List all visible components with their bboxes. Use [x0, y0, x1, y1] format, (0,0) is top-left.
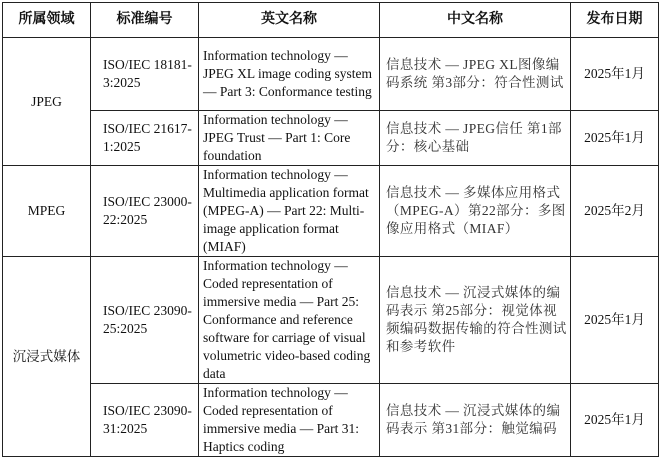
date-cell: 2025年1月: [571, 257, 659, 384]
header-date: 发布日期: [571, 3, 659, 38]
zh-name-cell: 信息技术 — 沉浸式媒体的编码表示 第25部分：视觉体视频编码数据传输的符合性测试和参考软件: [380, 257, 571, 384]
en-name-cell: Information technology — Coded representation of immersive media — Part 31: Haptics coding: [199, 384, 380, 457]
std-no-cell: ISO/IEC 23090-25:2025: [91, 257, 199, 384]
date-cell: 2025年2月: [571, 166, 659, 257]
std-no-cell: ISO/IEC 23000-22:2025: [91, 166, 199, 257]
domain-cell-mpeg: MPEG: [3, 166, 91, 257]
standards-table: [2, 2, 659, 457]
en-name-cell: Information technology — JPEG XL image coding system — Part 3: Conformance testing: [199, 38, 380, 111]
header-zh-name: 中文名称: [380, 3, 571, 38]
zh-name-cell: 信息技术 — JPEG信任 第1部分：核心基础: [380, 111, 571, 166]
table-row: [3, 384, 659, 457]
en-name-cell: Information technology — Coded representation of immersive media — Part 25: Conformance and reference software for carriage of visual volumetric video-based coding data: [199, 257, 380, 384]
table-row: [3, 111, 659, 166]
std-no-cell: ISO/IEC 18181-3:2025: [91, 38, 199, 111]
en-name-cell: Information technology — Multimedia application format (MPEG-A) — Part 22: Multi-image application format (MIAF): [199, 166, 380, 257]
std-no-cell: ISO/IEC 21617-1:2025: [91, 111, 199, 166]
date-cell: 2025年1月: [571, 384, 659, 457]
zh-name-cell: 信息技术 — JPEG XL图像编码系统 第3部分：符合性测试: [380, 38, 571, 111]
table-row: [3, 166, 659, 257]
en-name-cell: Information technology — JPEG Trust — Part 1: Core foundation: [199, 111, 380, 166]
header-row: [3, 3, 659, 38]
table-row: [3, 257, 659, 384]
table-row: [3, 38, 659, 111]
std-no-cell: ISO/IEC 23090-31:2025: [91, 384, 199, 457]
domain-cell-immersive-media: 沉浸式媒体: [3, 257, 91, 457]
zh-name-cell: 信息技术 — 多媒体应用格式（MPEG-A）第22部分：多图像应用格式（MIAF）: [380, 166, 571, 257]
zh-name-cell: 信息技术 — 沉浸式媒体的编码表示 第31部分：触觉编码: [380, 384, 571, 457]
date-cell: 2025年1月: [571, 38, 659, 111]
header-en-name: 英文名称: [199, 3, 380, 38]
date-cell: 2025年1月: [571, 111, 659, 166]
header-std-no: 标准编号: [91, 3, 199, 38]
domain-cell-jpeg: JPEG: [3, 38, 91, 166]
header-domain: 所属领域: [3, 3, 91, 38]
